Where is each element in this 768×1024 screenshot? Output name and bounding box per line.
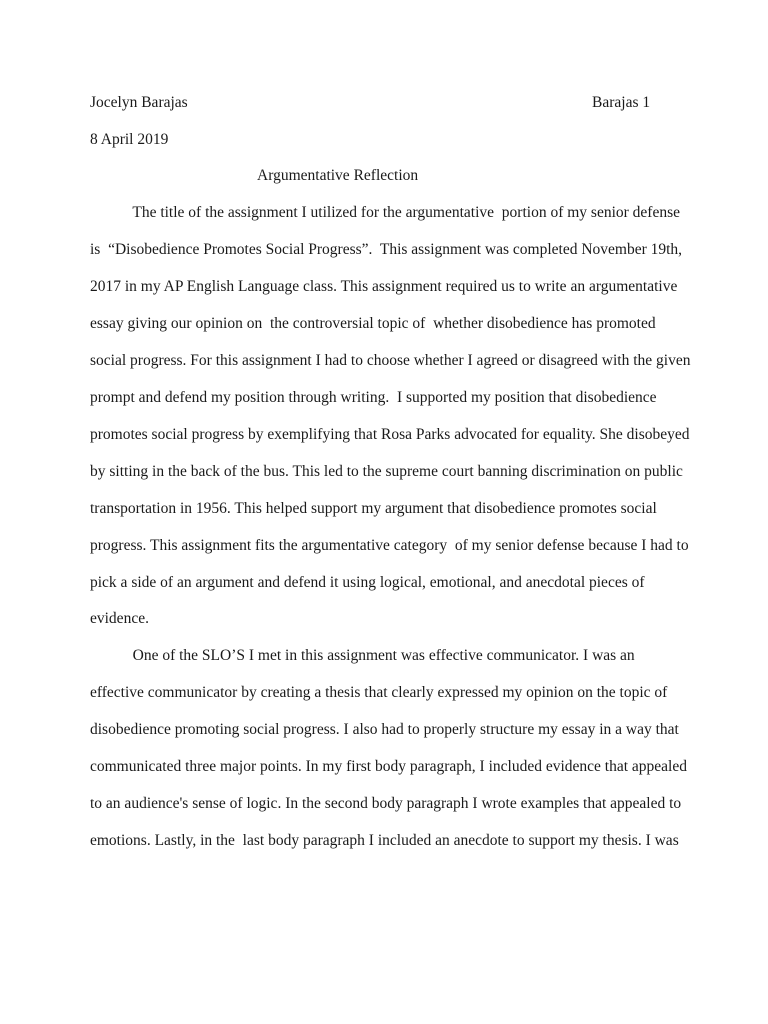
- body-line: by sitting in the back of the bus. This led to the supreme court banning discrimination on public: [90, 463, 683, 480]
- body-line: pick a side of an argument and defend it using logical, emotional, and anecdotal pieces of: [90, 574, 645, 591]
- body-line: One of the SLO’S I met in this assignment was effective communicator. I was an: [90, 647, 635, 664]
- body-line: prompt and defend my position through writing. I supported my position that disobedience: [90, 389, 657, 406]
- body-line: progress. This assignment fits the argumentative category of my senior defense because I had to: [90, 537, 689, 554]
- body-line: promotes social progress by exemplifying that Rosa Parks advocated for equality. She disobeyed: [90, 426, 690, 443]
- body-line: transportation in 1956. This helped support my argument that disobedience promotes social: [90, 500, 657, 517]
- body-line: social progress. For this assignment I had to choose whether I agreed or disagreed with the given: [90, 352, 691, 369]
- author-name: Jocelyn Barajas: [90, 94, 188, 111]
- body-line: to an audience's sense of logic. In the second body paragraph I wrote examples that appealed to: [90, 795, 682, 812]
- document-title: Argumentative Reflection: [257, 167, 419, 184]
- body-line: The title of the assignment I utilized for the argumentative portion of my senior defense: [90, 204, 680, 221]
- body-line: disobedience promoting social progress. I also had to properly structure my essay in a way that: [90, 721, 679, 738]
- body-line: 2017 in my AP English Language class. This assignment required us to write an argumentative: [90, 278, 678, 295]
- body-line: essay giving our opinion on the controversial topic of whether disobedience has promoted: [90, 315, 656, 332]
- body-line: communicated three major points. In my first body paragraph, I included evidence that appealed: [90, 758, 687, 775]
- body-line: emotions. Lastly, in the last body paragraph I included an anecdote to support my thesis. I was: [90, 832, 679, 849]
- document-date: 8 April 2019: [90, 131, 169, 148]
- body-line: evidence.: [90, 610, 149, 627]
- body-line: effective communicator by creating a thesis that clearly expressed my opinion on the topic of: [90, 684, 668, 701]
- page-header-label: Barajas 1: [592, 94, 651, 111]
- body-line: is “Disobedience Promotes Social Progress”. This assignment was completed November 19th,: [90, 241, 683, 258]
